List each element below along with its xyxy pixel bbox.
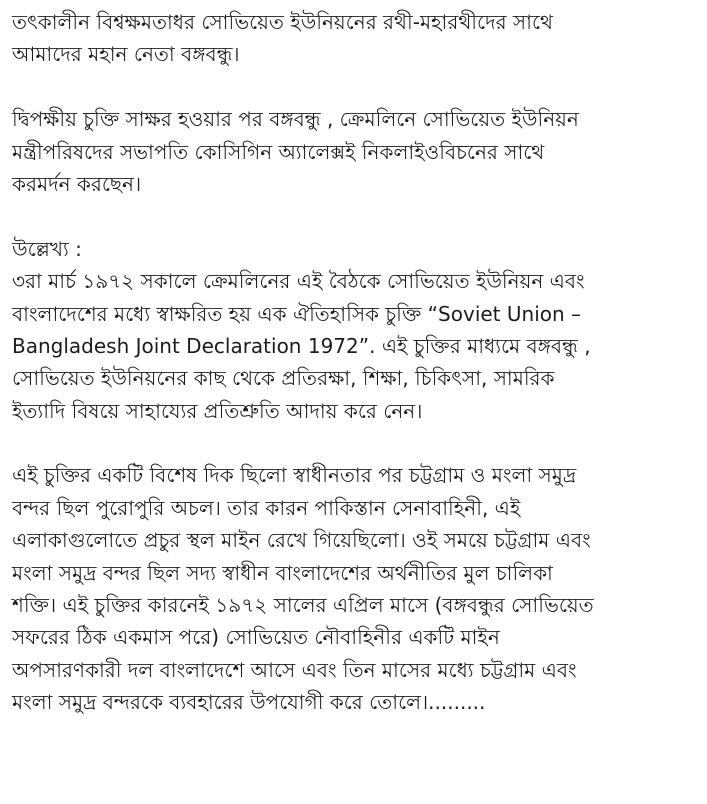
text-line: তৎকালীন বিশ্বক্ষমতাধর সোভিয়েত ইউনিয়নের রথী-মহারথীদের সাথে [12, 10, 553, 34]
text-line: আমাদের মহান নেতা বঙ্গবন্ধু। [12, 42, 240, 67]
paragraph-intro [12, 6, 695, 71]
text-line: দ্বিপক্ষীয় চুক্তি সাক্ষর হওয়ার পর বঙ্গবন্ধু , ক্রেমলিনে সোভিয়েত ইউনিয়ন [12, 107, 579, 132]
paragraph-note [12, 233, 695, 427]
paragraph-handshake [12, 103, 695, 200]
note-heading: উল্লেখ্য : [12, 236, 82, 261]
text-line: মন্ত্রীপরিষদের সভাপতি কোসিগিন অ্যালেক্সই নিকলাইওবিচনের সাথে [12, 139, 545, 164]
text-line: করমর্দন করছেন। [12, 171, 142, 196]
text-line: বন্দর ছিল পুরোপুরি অচল। তার কারন পাকিস্তান সেনাবাহিনী, এই [12, 495, 521, 520]
text-line: মংলা সমুদ্র বন্দরকে ব্যবহারের উপযোগী করে তোলে।......... [12, 690, 486, 715]
text-line: Bangladesh Joint Declaration 1972”. এই চুক্তির মাধ্যমে বঙ্গবন্ধু , [12, 333, 591, 358]
text-line: ৩রা মার্চ ১৯৭২ সকালে ক্রেমলিনের এই বৈঠকে সোভিয়েত ইউনিয়ন এবং [12, 269, 585, 294]
text-line: অপসারণকারী দল বাংলাদেশে আসে এবং তিন মাসের মধ্যে চট্টগ্রাম এবং [12, 657, 577, 682]
text-line: সোভিয়েত ইউনিয়নের কাছ থেকে প্রতিরক্ষা, শিক্ষা, চিকিৎসা, সামরিক [12, 366, 555, 391]
text-line: মংলা সমুদ্র বন্দর ছিল সদ্য স্বাধীন বাংলাদেশের অর্থনীতির মুল চালিকা [12, 560, 553, 585]
text-line: শক্তি। এই চুক্তির কারনেই ১৯৭২ সালের এপ্রিল মাসে (বঙ্গবন্ধুর সোভিয়েত [12, 593, 594, 618]
text-line: সফরের ঠিক একমাস পরে) সোভিয়েত নৌবাহিনীর একটি মাইন [12, 625, 500, 650]
text-line: এলাকাগুলোতে প্রচুর স্থল মাইন রেখে গিয়েছিলো। ওই সময়ে চট্টগ্রাম এবং [12, 528, 591, 553]
paragraph-ports [12, 459, 695, 718]
text-line: ইত্যাদি বিষয়ে সাহায্যের প্রতিশ্রুতি আদায় করে নেন। [12, 398, 423, 423]
post-text [12, 6, 695, 719]
text-line: বাংলাদেশের মধ্যে স্বাক্ষরিত হয় এক ঐতিহাসিক চুক্তি “Soviet Union – [12, 301, 582, 326]
text-line: এই চুক্তির একটি বিশেষ দিক ছিলো স্বাধীনতার পর চট্টগ্রাম ও মংলা সমুদ্র [12, 463, 577, 488]
